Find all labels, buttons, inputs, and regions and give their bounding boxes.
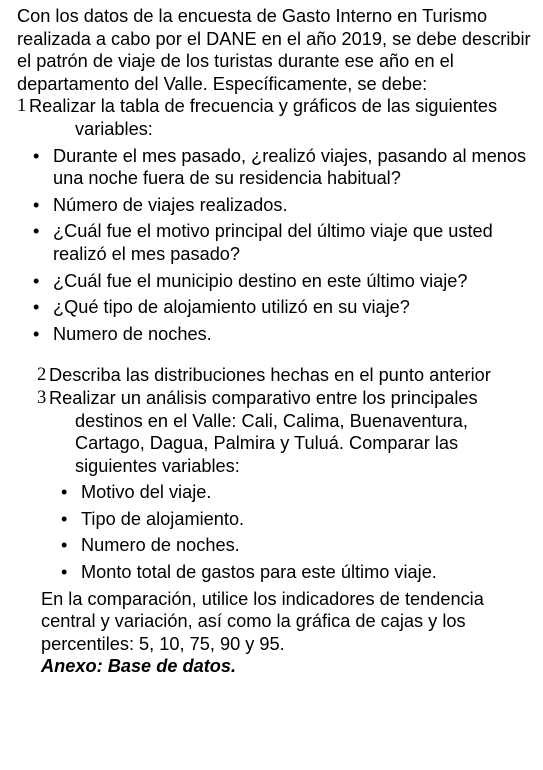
bullet-icon: •: [61, 535, 68, 556]
item-1-number: 1: [17, 95, 27, 117]
item-3-bullet-list: [17, 477, 537, 583]
list-item: [17, 141, 537, 190]
annex-label: Anexo: Base de datos.: [41, 656, 237, 677]
list-item-text: ¿Cuál fue el motivo principal del último viaje que usted realizó el mes pasado?: [53, 221, 493, 264]
list-item: [17, 266, 537, 293]
list-item-text: Tipo de alojamiento.: [81, 508, 245, 529]
intro-paragraph: Con los datos de la encuesta de Gasto Interno en Turismo realizada a cabo por el DANE en el año 2019, se debe describir el patrón de viaje de los turistas durante ese año en el departamento del Valle. Específicamente, se debe:: [17, 6, 531, 94]
list-item-text: ¿Qué tipo de alojamiento utilizó en su viaje?: [53, 297, 410, 318]
item-2-text: [49, 364, 537, 387]
list-item: [17, 216, 537, 265]
list-item-text: Numero de noches.: [81, 535, 240, 556]
item-1-bullet-list: [17, 141, 537, 346]
list-item-text: Durante el mes pasado, ¿realizó viajes, pasando al menos una noche fuera de su residencia habitual?: [53, 145, 527, 189]
bullet-icon: •: [61, 562, 68, 583]
document-body: [17, 5, 537, 678]
bullet-icon: •: [33, 323, 40, 344]
list-item: [17, 292, 537, 319]
bullet-icon: •: [33, 221, 40, 242]
item-3-number: 3: [37, 386, 47, 408]
list-item-text: Numero de noches.: [53, 323, 212, 344]
item-1: [17, 95, 537, 140]
item-1-text: [29, 95, 537, 140]
bullet-icon: •: [33, 145, 40, 166]
list-item: [17, 504, 537, 531]
spacer: [17, 345, 537, 364]
bullet-icon: •: [61, 508, 68, 529]
item-2: [37, 364, 537, 387]
list-item-text: ¿Cuál fue el municipio destino en este último viaje?: [53, 270, 468, 291]
item-2-number: 2: [37, 364, 47, 386]
list-item: [17, 530, 537, 557]
bullet-icon: •: [33, 270, 40, 291]
closing-paragraph: En la comparación, utilice los indicadores de tendencia central y variación, así como la gráfica de cajas y los percentiles: 5, 10, 75, 90 y 95.: [41, 588, 484, 654]
item-2-text-content: Describa las distribuciones hechas en el punto anterior: [49, 365, 491, 386]
item-1-text-content: Realizar la tabla de frecuencia y gráficos de las siguientes variables:: [29, 96, 498, 139]
list-item-text: Motivo del viaje.: [81, 482, 212, 503]
list-item: [17, 557, 537, 584]
list-item: [17, 190, 537, 217]
item-3: [37, 387, 537, 477]
list-item-text: Monto total de gastos para este último viaje.: [81, 562, 437, 583]
bullet-icon: •: [61, 482, 68, 503]
list-item: [17, 477, 537, 504]
bullet-icon: •: [33, 194, 40, 215]
list-item: [17, 319, 537, 346]
list-item-text: Número de viajes realizados.: [53, 194, 288, 215]
item-3-text-content: Realizar un análisis comparativo entre los principales destinos en el Valle: Cali, Calima, Buenaventura, Cartago, Dagua, Palmira y Tuluá. Comparar las siguientes variables:: [49, 387, 478, 476]
bullet-icon: •: [33, 297, 40, 318]
item-3-text: [49, 387, 537, 477]
